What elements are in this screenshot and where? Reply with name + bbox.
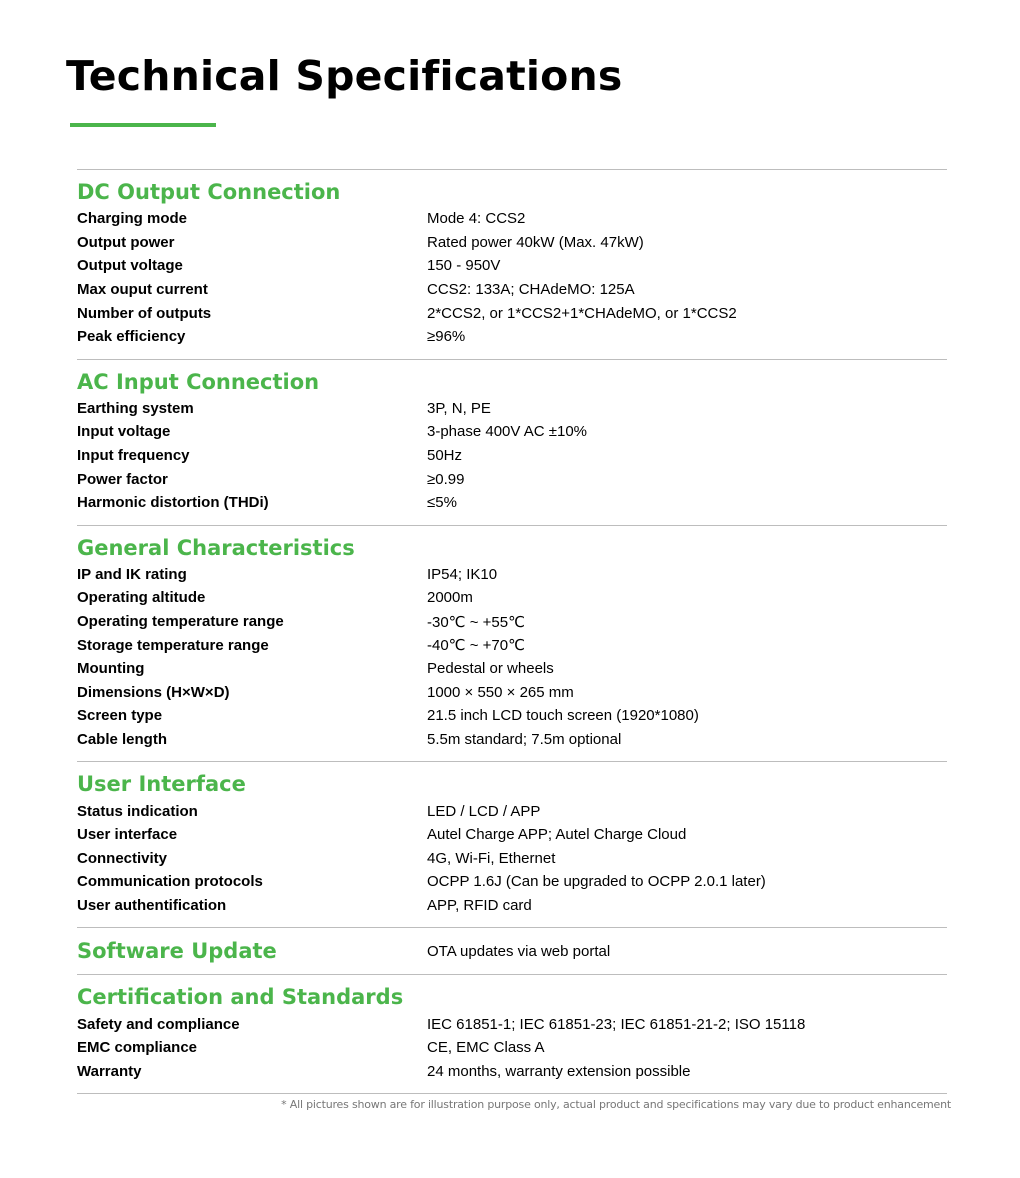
- spec-label: User authentification: [77, 896, 227, 914]
- spec-label: Charging mode: [77, 210, 188, 228]
- spec-label: Warranty: [77, 1062, 142, 1080]
- spec-value: 3P, N, PE: [427, 399, 491, 417]
- spec-row: [77, 704, 947, 728]
- spec-row: [77, 397, 947, 421]
- title-underline: [70, 123, 216, 127]
- spec-label: Operating altitude: [77, 589, 206, 607]
- spec-row: [77, 823, 947, 847]
- spec-value: 2000m: [427, 589, 473, 607]
- section-title: General Characteristics: [77, 535, 355, 560]
- spec-value: 5.5m standard; 7.5m optional: [427, 730, 622, 748]
- spec-label: Mounting: [77, 660, 145, 678]
- spec-label: Screen type: [77, 707, 163, 725]
- section-software-update: [77, 927, 947, 974]
- spec-row: [77, 657, 947, 681]
- spec-label: Status indication: [77, 802, 198, 820]
- spec-table: [77, 169, 947, 1094]
- page-title: Technical Specifications: [66, 52, 623, 100]
- spec-value: -30℃ ~ +55℃: [427, 613, 525, 631]
- spec-label: Power factor: [77, 470, 168, 488]
- spec-value: 1000 × 550 × 265 mm: [427, 683, 574, 701]
- spec-row: [77, 325, 947, 349]
- section-title: Certification and Standards: [77, 985, 404, 1010]
- section-title: User Interface: [77, 772, 246, 797]
- section-user-interface: [77, 761, 947, 927]
- spec-row: [77, 231, 947, 255]
- spec-value: 24 months, warranty extension possible: [427, 1062, 691, 1080]
- spec-value: LED / LCD / APP: [427, 802, 541, 820]
- spec-label: Output voltage: [77, 257, 183, 275]
- spec-value: ≥96%: [427, 328, 466, 346]
- section-certification-and-standards: [77, 974, 947, 1094]
- spec-row: [77, 254, 947, 278]
- section-dc-output-connection: [77, 169, 947, 359]
- section-title: DC Output Connection: [77, 180, 341, 204]
- spec-value: -40℃ ~ +70℃: [427, 637, 525, 655]
- spec-value: 150 - 950V: [427, 257, 501, 275]
- spec-row: [77, 799, 947, 823]
- spec-label: Cable length: [77, 730, 168, 748]
- spec-value: CE, EMC Class A: [427, 1039, 545, 1057]
- spec-value: 50Hz: [427, 447, 463, 465]
- spec-label: User interface: [77, 826, 178, 844]
- spec-value: 2*CCS2, or 1*CCS2+1*CHAdeMO, or 1*CCS2: [427, 304, 737, 322]
- spec-value: CCS2: 133A; CHAdeMO: 125A: [427, 281, 635, 299]
- spec-row: [77, 278, 947, 302]
- spec-value: OCPP 1.6J (Can be upgraded to OCPP 2.0.1 later): [427, 873, 766, 891]
- spec-label: Safety and compliance: [77, 1015, 240, 1033]
- spec-label: Dimensions (H×W×D): [77, 683, 230, 701]
- spec-label: Earthing system: [77, 399, 194, 417]
- spec-label: Peak efficiency: [77, 328, 186, 346]
- spec-label: Max ouput current: [77, 281, 208, 299]
- spec-value: IEC 61851-1; IEC 61851-23; IEC 61851-21-2; ISO 15118: [427, 1015, 806, 1033]
- spec-row: [77, 633, 947, 657]
- spec-value: Pedestal or wheels: [427, 660, 554, 678]
- spec-row: [77, 610, 947, 634]
- spec-value: Autel Charge APP; Autel Charge Cloud: [427, 826, 687, 844]
- spec-value: ≥0.99: [427, 470, 465, 488]
- spec-row: [77, 1012, 947, 1036]
- spec-label: Input frequency: [77, 447, 190, 465]
- spec-label: Output power: [77, 233, 175, 251]
- spec-row: [77, 681, 947, 705]
- spec-row: [77, 444, 947, 468]
- spec-label: Operating temperature range: [77, 613, 284, 631]
- spec-label: Connectivity: [77, 849, 168, 867]
- spec-value: 3-phase 400V AC ±10%: [427, 423, 588, 441]
- spec-row: [77, 420, 947, 444]
- spec-row: [77, 491, 947, 515]
- spec-row: [77, 894, 947, 918]
- spec-label: IP and IK rating: [77, 565, 187, 583]
- spec-value: IP54; IK10: [427, 565, 498, 583]
- spec-row: [77, 1036, 947, 1060]
- spec-label: EMC compliance: [77, 1039, 198, 1057]
- spec-label: Communication protocols: [77, 873, 263, 891]
- spec-row: [77, 207, 947, 231]
- spec-value: ≤5%: [427, 494, 457, 512]
- spec-row: [77, 563, 947, 587]
- spec-row: [77, 301, 947, 325]
- spec-value: Mode 4: CCS2: [427, 210, 526, 228]
- footnote: * All pictures shown are for illustration purpose only, actual product and specifications may vary due to product enhancement: [281, 1098, 951, 1111]
- spec-value: APP, RFID card: [427, 896, 532, 914]
- spec-label: Number of outputs: [77, 304, 212, 322]
- spec-row: [77, 846, 947, 870]
- spec-row: [77, 586, 947, 610]
- spec-row: [77, 1059, 947, 1083]
- spec-label: Input voltage: [77, 423, 171, 441]
- spec-label: Storage temperature range: [77, 636, 269, 654]
- spec-row: [77, 870, 947, 894]
- spec-row: [77, 728, 947, 752]
- spec-label: Harmonic distortion (THDi): [77, 494, 269, 512]
- section-ac-input-connection: [77, 359, 947, 525]
- section-title: Software Update: [77, 938, 277, 963]
- spec-row: [77, 467, 947, 491]
- spec-value: OTA updates via web portal: [427, 942, 611, 960]
- spec-value: Rated power 40kW (Max. 47kW): [427, 233, 644, 251]
- section-general-characteristics: [77, 525, 947, 762]
- spec-value: 21.5 inch LCD touch screen (1920*1080): [427, 707, 699, 725]
- section-title: AC Input Connection: [77, 369, 320, 394]
- spec-value: 4G, Wi-Fi, Ethernet: [427, 849, 556, 867]
